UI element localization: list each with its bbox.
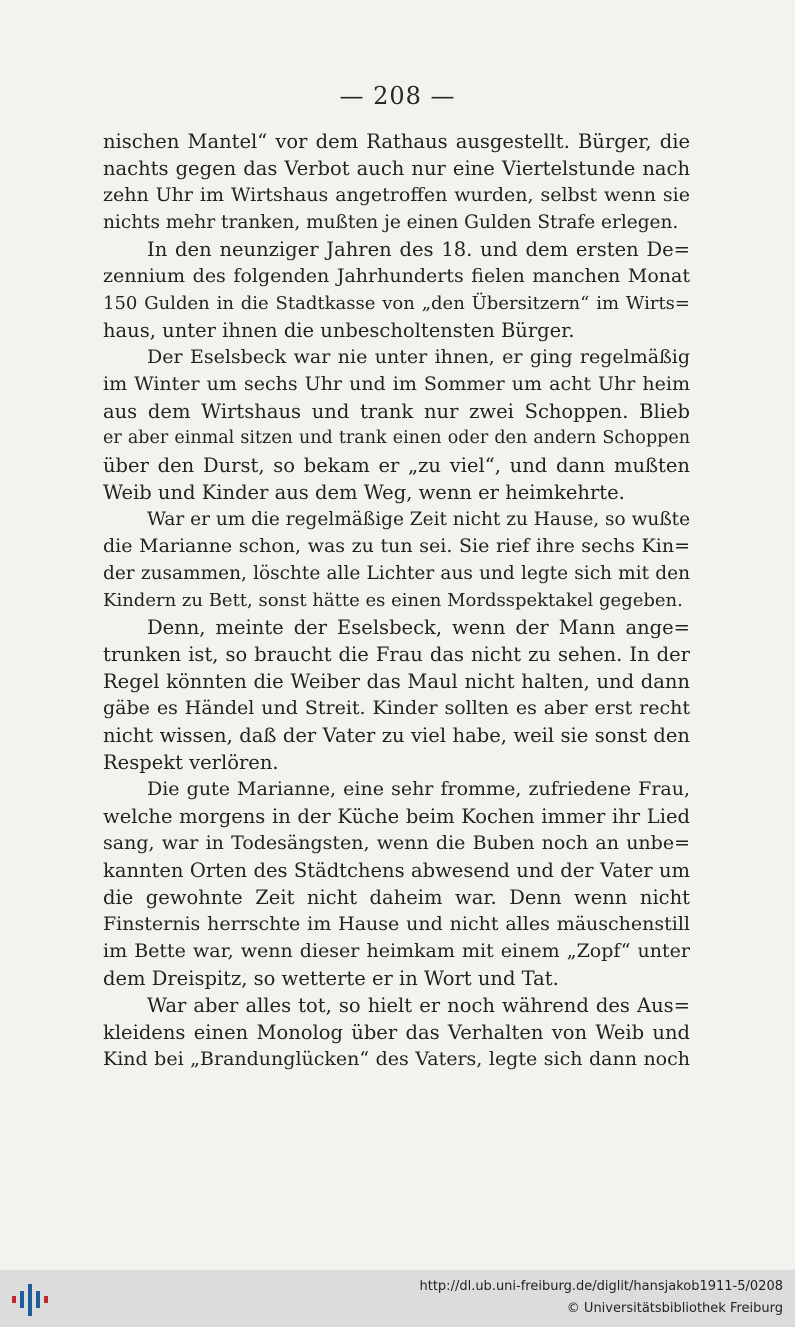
text-line: Der Eselsbeck war nie unter ihnen, er ging regelmäßig bbox=[147, 346, 690, 368]
text-line: nischen Mantel“ vor dem Rathaus ausgestellt. Bürger, die bbox=[103, 130, 690, 153]
footer-bar bbox=[0, 1270, 795, 1327]
text-line: trunken ist, so braucht die Frau das nicht zu sehen. In der bbox=[103, 643, 690, 666]
text-line: Regel könnten die Weiber das Maul nicht halten, und dann bbox=[103, 670, 690, 693]
text-line: Finsternis herrschte im Hause und nicht alles mäuschenstill bbox=[103, 913, 690, 935]
text-line: nachts gegen das Verbot auch nur eine Viertelstunde nach bbox=[103, 157, 690, 180]
text-line: Die gute Marianne, eine sehr fromme, zufriedene Frau, bbox=[147, 778, 690, 800]
text-line: zennium des folgenden Jahrhunderts fielen manchen Monat bbox=[103, 265, 690, 287]
text-line: Kind bei „Brandunglücken“ des Vaters, legte sich dann noch bbox=[103, 1048, 690, 1070]
ub-freiburg-logo-icon[interactable] bbox=[10, 1280, 50, 1320]
text-line: Denn, meinte der Eselsbeck, wenn der Mann ange= bbox=[147, 616, 690, 639]
text-line: im Winter um sechs Uhr und im Sommer um acht Uhr heim bbox=[103, 373, 690, 395]
text-line: nicht wissen, daß der Vater zu viel habe, weil sie sonst den bbox=[103, 724, 690, 747]
text-line: 150 Gulden in die Stadtkasse von „den Übersitzern“ im Wirts= bbox=[103, 293, 690, 314]
text-line: War er um die regelmäßige Zeit nicht zu Hause, so wußte bbox=[147, 509, 690, 530]
text-line: kleidens einen Monolog über das Verhalten von Weib und bbox=[103, 1021, 690, 1044]
text-line: die gewohnte Zeit nicht daheim war. Denn wenn nicht bbox=[103, 886, 690, 909]
text-line: der zusammen, löschte alle Lichter aus und legte sich mit den bbox=[103, 563, 690, 584]
text-line: Weib und Kinder aus dem Weg, wenn er heimkehrte. bbox=[103, 481, 625, 504]
copyright-text: © Universitätsbibliothek Freiburg bbox=[566, 1301, 783, 1316]
page-number: — 208 — bbox=[339, 82, 456, 110]
text-line: welche morgens in der Küche beim Kochen immer ihr Lied bbox=[103, 805, 690, 828]
text-line: haus, unter ihnen die unbescholtensten Bürger. bbox=[103, 319, 575, 342]
text-line: die Marianne schon, was zu tun sei. Sie rief ihre sechs Kin= bbox=[103, 535, 690, 557]
text-line: dem Dreispitz, so wetterte er in Wort und Tat. bbox=[103, 967, 559, 990]
text-line: zehn Uhr im Wirtshaus angetroffen wurden, selbst wenn sie bbox=[103, 184, 690, 206]
text-line: In den neunziger Jahren des 18. und dem ersten De= bbox=[147, 238, 690, 261]
text-line: gäbe es Händel und Streit. Kinder sollten es aber erst recht bbox=[103, 697, 690, 719]
text-line: Respekt verlören. bbox=[103, 751, 279, 774]
text-line: er aber einmal sitzen und trank einen oder den andern Schoppen bbox=[103, 428, 690, 448]
body-text bbox=[103, 128, 690, 1073]
text-line: nichts mehr tranken, mußten je einen Gulden Strafe erlegen. bbox=[103, 212, 679, 233]
text-line: im Bette war, wenn dieser heimkam mit einem „Zopf“ unter bbox=[103, 940, 690, 962]
text-line: sang, war in Todesängsten, wenn die Buben noch an unbe= bbox=[103, 832, 690, 854]
text-line: aus dem Wirtshaus und trank nur zwei Schoppen. Blieb bbox=[103, 400, 690, 423]
text-line: War aber alles tot, so hielt er noch während des Aus= bbox=[147, 994, 690, 1017]
text-line: kannten Orten des Städtchens abwesend und der Vater um bbox=[103, 859, 690, 882]
source-url-link[interactable]: http://dl.ub.uni-freiburg.de/diglit/hansjakob1911-5/0208 bbox=[419, 1279, 783, 1294]
text-line: Kindern zu Bett, sonst hätte es einen Mordsspektakel gegeben. bbox=[103, 590, 683, 611]
text-line: über den Durst, so bekam er „zu viel“, und dann mußten bbox=[103, 454, 690, 477]
